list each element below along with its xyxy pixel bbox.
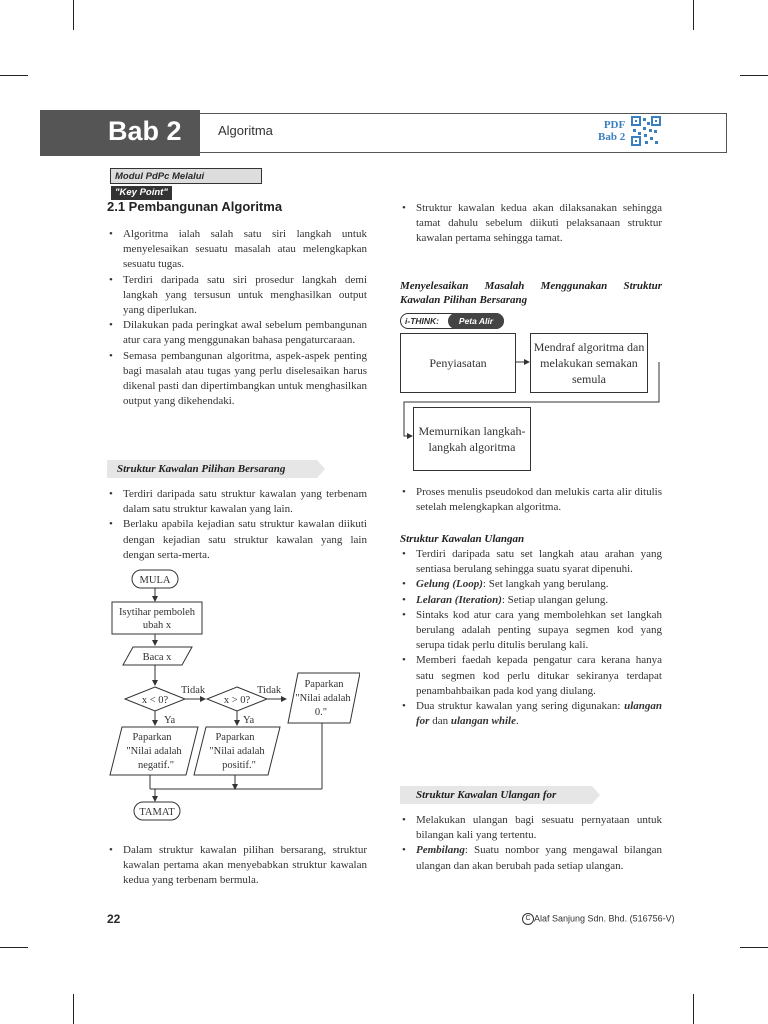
out-pos-3: positif." <box>222 760 256 771</box>
out-pos-1: Paparkan <box>215 732 255 743</box>
yes1-label: Ya <box>164 715 176 726</box>
for-loop-bullet-list <box>400 813 662 874</box>
list-item: • Terdiri daripada satu struktur kawalan yang terbenam dalam satu struktur kawalan yang lain. <box>107 487 367 517</box>
section-band-nested-selection: Struktur Kawalan Pilihan Bersarang <box>107 460 317 478</box>
crop-mark <box>740 947 768 948</box>
no1-label: Tidak <box>181 685 206 696</box>
list-item: • Struktur kawalan kedua akan dilaksanakan sehingga tamat dahulu sebelum diikuti pelaksanaan struktur kawalan pertama sehingga tamat. <box>400 201 662 247</box>
list-item: • Gelung (Loop): Set langkah yang berulang. <box>400 577 662 592</box>
read-label: Baca x <box>142 652 172 663</box>
list-item: • Berlaku apabila kejadian satu struktur kawalan diikuti dengan kejadian satu struktur kawalan yang lain dengan serta-merta. <box>107 517 367 563</box>
chapter-subtitle: Algoritma <box>218 123 273 138</box>
list-item: • Terdiri daripada satu set langkah atau arahan yang sentiasa berulang sehingga suatu syarat dipenuhi. <box>400 547 662 577</box>
modul-label: Modul PdPc Melalui <box>115 171 205 182</box>
list-item: • Dilakukan pada peringkat awal sebelum pembangunan atur cara yang menggunakan bahasa pengaturcaraan. <box>107 318 367 348</box>
cond2-label: x > 0? <box>223 695 251 706</box>
page-number: 22 <box>107 912 121 926</box>
out-neg-1: Paparkan <box>132 732 172 743</box>
list-item: • Lelaran (Iteration): Setiap ulangan gelung. <box>400 593 662 608</box>
pdf-link[interactable] <box>598 119 625 143</box>
list-item: • Algoritma ialah salah satu siri langkah untuk menyelesaikan sesuatu masalah atau melengkapkan sesuatu tugas. <box>107 227 367 273</box>
ithink-label: i-THINK: <box>405 316 439 326</box>
loop-heading: Struktur Kawalan Ulangan <box>400 533 525 545</box>
list-item: • Proses menulis pseudokod dan melukis carta alir ditulis setelah melengkapkan algoritma. <box>400 485 662 515</box>
no2-label: Tidak <box>257 685 282 696</box>
list-item: • Memberi faedah kepada pengatur cara kerana hanya satu segmen kod perlu ditukar sekiranya terdapat penambahbaikan pada kod yang diulang. <box>400 653 662 699</box>
out-neg-2: "Nilai adalah <box>126 746 182 757</box>
list-item: • Terdiri daripada satu siri prosedur langkah demi langkah yang tersusun untuk menghasilkan output yang diperlukan. <box>107 273 367 319</box>
chapter-title: Bab 2 <box>108 116 182 146</box>
list-item: • Pembilang: Suatu nombor yang mengawal bilangan ulangan dan akan berubah pada setiap ulangan. <box>400 843 662 873</box>
copyright-notice: C Alaf Sanjung Sdn. Bhd. (516756-V) <box>522 913 675 925</box>
out-neg-3: negatif." <box>137 760 175 771</box>
declare-label-1: Isytihar pemboleh <box>118 607 196 618</box>
right-bullet-list-2 <box>400 485 662 515</box>
flow-box-investigation: Penyiasatan <box>400 333 516 393</box>
cond1-label: x < 0? <box>141 695 169 706</box>
section-band-for-loop: Struktur Kawalan Ulangan for <box>400 786 592 804</box>
list-item: • Semasa pembangunan algoritma, aspek-aspek penting bagi masalah atau tugas yang perlu diselesaikan harus dikenal pasti dan dipertimbangkan untuk menghasilkan output yang dikehendaki. <box>107 349 367 410</box>
pdf-chapter-label: Bab 2 <box>598 131 626 143</box>
out-zero-3: 0." <box>314 707 328 718</box>
flow-map-arrows <box>396 330 666 440</box>
nested-summary-list <box>107 843 367 889</box>
yes2-label: Ya <box>243 715 255 726</box>
flow-map-heading: Menyelesaikan Masalah Menggunakan Struktur Kawalan Pilihan Bersarang <box>400 280 662 306</box>
flow-box-refine: Memurnikan langkah-langkah algoritma <box>413 407 531 471</box>
crop-mark <box>0 75 28 76</box>
key-point-label: "Key Point" <box>111 186 172 200</box>
crop-mark <box>740 75 768 76</box>
ithink-tag <box>400 313 504 329</box>
crop-mark <box>73 994 74 1024</box>
crop-mark <box>73 0 74 30</box>
pdf-label: PDF <box>603 119 626 131</box>
end-label: TAMAT <box>139 807 175 818</box>
out-zero-1: Paparkan <box>304 679 344 690</box>
section-title: 2.1 Pembangunan Algoritma <box>107 199 283 214</box>
flow-map-label: Peta Alir <box>448 313 504 329</box>
nested-selection-flowchart <box>100 565 360 835</box>
crop-mark <box>0 947 28 948</box>
intro-bullet-list <box>107 227 367 409</box>
flow-box-draft: Mendraf algoritma dan melakukan semakan semula <box>530 333 648 393</box>
nested-bullet-list <box>107 487 367 563</box>
copyright-icon: C <box>522 913 534 925</box>
loop-bullet-list <box>400 547 662 729</box>
list-item: • Dua struktur kawalan yang sering digunakan: ulangan for dan ulangan while. <box>400 699 662 729</box>
list-item: • Dalam struktur kawalan pilihan bersarang, struktur kawalan pertama akan menyebabkan struktur kawalan kedua yang terbenam bermula. <box>107 843 367 889</box>
right-bullet-list-1 <box>400 201 662 247</box>
crop-mark <box>693 0 694 30</box>
start-label: MULA <box>139 575 171 586</box>
declare-label-2: ubah x <box>142 620 172 631</box>
qr-code-icon[interactable] <box>631 116 661 146</box>
crop-mark <box>693 994 694 1024</box>
list-item: • Sintaks kod atur cara yang membolehkan set langkah berulang adalah penting supaya segmen kod yang serupa tidak perlu ditulis berulang kali. <box>400 608 662 654</box>
out-zero-2: "Nilai adalah <box>295 693 351 704</box>
modul-tag <box>110 168 262 198</box>
list-item: • Melakukan ulangan bagi sesuatu pernyataan untuk bilangan kali yang tertentu. <box>400 813 662 843</box>
out-pos-2: "Nilai adalah <box>209 746 265 757</box>
